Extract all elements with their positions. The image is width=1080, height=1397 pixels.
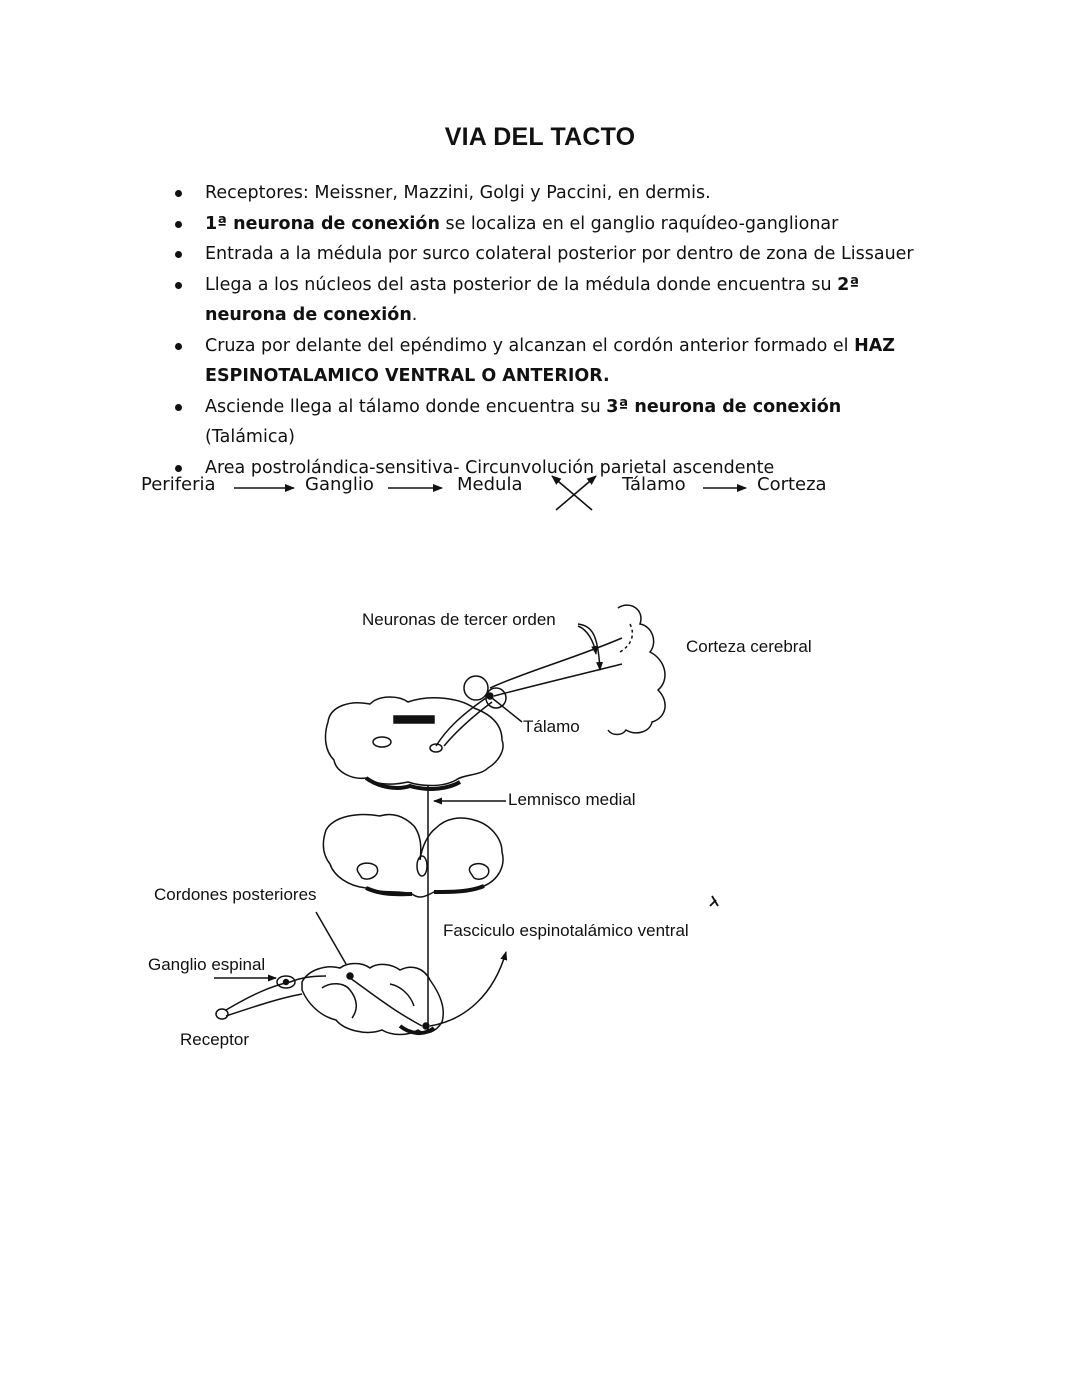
label-neuronas-tercer-orden: Neuronas de tercer orden xyxy=(362,610,556,629)
lemniscus-fiber xyxy=(444,702,492,746)
crossing-arrow-icon xyxy=(552,476,592,510)
crossing-fiber xyxy=(350,978,422,1026)
commissure-neuron xyxy=(423,1023,429,1029)
label-corteza-cerebral: Corteza cerebral xyxy=(686,637,812,656)
medulla-nucleus xyxy=(469,864,488,880)
list-item: Entrada a la médula por surco colateral posterior por dentro de zona de Lissauer xyxy=(205,239,935,270)
list-item: Asciende llega al tálamo donde encuentra su 3ª neurona de conexión (Talámica) xyxy=(205,392,935,453)
ventral-tract-arrow xyxy=(430,952,506,1026)
cortex-outline xyxy=(608,605,665,734)
list-item: Area postrolándica-sensitiva- Circunvolución parietal ascendente xyxy=(205,453,935,484)
list-item: 1ª neurona de conexión se localiza en el ganglio raquídeo-ganglionar xyxy=(205,209,935,240)
label-cordones-posteriores: Cordones posteriores xyxy=(154,885,317,904)
ganglion-neuron xyxy=(284,980,289,985)
label-ganglio-espinal: Ganglio espinal xyxy=(148,955,266,974)
aqueduct xyxy=(394,716,434,723)
list-item: Cruza por delante del epéndimo y alcanzan el cordón anterior formado el HAZ ESPINOTALAMICO VENTRAL O ANTERIOR. xyxy=(205,331,935,392)
page-title: VIA DEL TACTO xyxy=(444,123,636,151)
label-talamo: Tálamo xyxy=(523,717,580,736)
lemniscus-fiber xyxy=(436,698,486,746)
posterior-columns-pointer xyxy=(316,912,346,964)
medulla-nucleus xyxy=(357,863,377,879)
label-lemnisco-medial: Lemnisco medial xyxy=(508,790,636,809)
flow-talamo: Tálamo xyxy=(622,474,686,495)
receptor-ending xyxy=(216,1009,228,1019)
brainstem-section-lower xyxy=(323,814,503,897)
touch-pathway-diagram xyxy=(130,590,890,1070)
flow-medula: Medula xyxy=(457,474,523,495)
neuron-label-arrow xyxy=(578,624,600,670)
spinal-cord-section xyxy=(302,964,443,1035)
list-item: Llega a los núcleos del asta posterior de la médula donde encuentra su 2ª neurona de conexión. xyxy=(205,270,935,331)
thalamus-nucleus xyxy=(464,676,488,700)
crossing-arrow-icon xyxy=(556,476,596,510)
medulla-nucleus xyxy=(417,856,427,876)
flow-periferia: Periferia xyxy=(141,474,216,495)
diagram-drawing xyxy=(130,590,890,1070)
label-receptor: Receptor xyxy=(180,1030,249,1049)
pathway-flow xyxy=(0,470,1080,520)
label-fasciculo-espinotalamico: Fasciculo espinotalámico ventral xyxy=(443,921,689,940)
spinal-nerve xyxy=(226,994,302,1016)
brainstem-nucleus xyxy=(373,737,391,747)
flow-ganglio: Ganglio xyxy=(305,474,374,495)
brainstem-section-upper xyxy=(326,697,504,786)
thalamocortical-fiber xyxy=(494,664,622,696)
medulla-dark-edge xyxy=(366,886,484,894)
list-item: Receptores: Meissner, Mazzini, Golgi y Paccini, en dermis. xyxy=(205,178,935,209)
flow-corteza: Corteza xyxy=(757,474,827,495)
bullet-list xyxy=(205,178,935,483)
stray-mark xyxy=(710,896,718,906)
thalamus-pointer xyxy=(492,698,522,722)
